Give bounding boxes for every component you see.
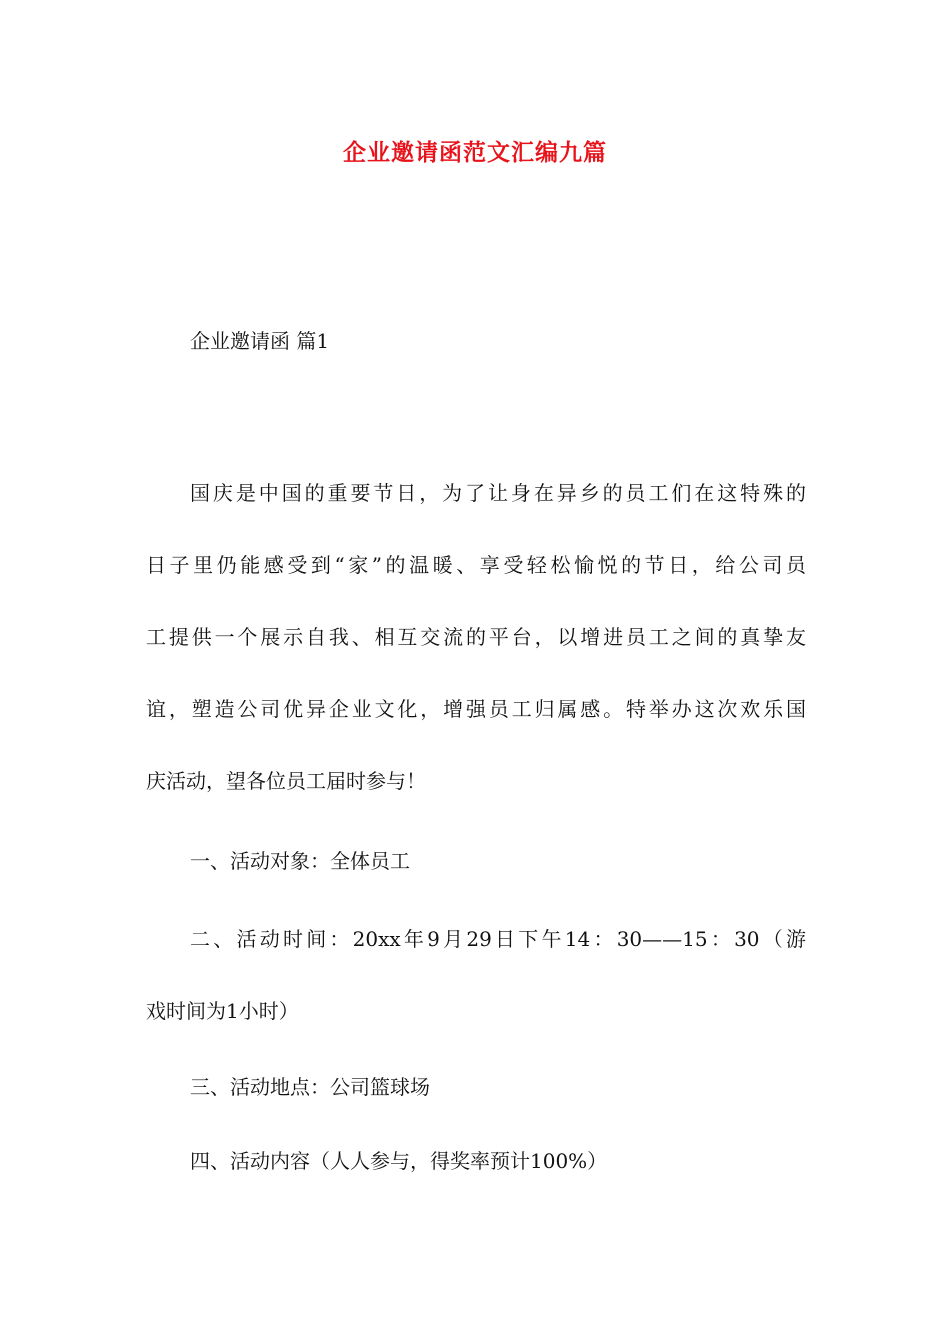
paragraph-line-3: 工提供一个展示自我、相互交流的平台，以增进员工之间的真挚友	[146, 625, 806, 649]
section-heading: 企业邀请函 篇1	[190, 329, 330, 353]
list-item-activity-content: 四、活动内容（人人参与，得奖率预计100%）	[190, 1149, 608, 1173]
paragraph-line-2: 日子里仍能感受到“家”的温暖、享受轻松愉悦的节日，给公司员	[146, 553, 806, 577]
list-item-activity-time: 二、活动时间：20xx年9月29日下午14：30——15：30（游	[190, 927, 806, 951]
paragraph-line-5: 庆活动，望各位员工届时参与！	[146, 769, 426, 793]
paragraph-line-1: 国庆是中国的重要节日，为了让身在异乡的员工们在这特殊的	[190, 481, 806, 505]
list-item-activity-target: 一、活动对象：全体员工	[190, 849, 410, 873]
paragraph-line-4: 谊，塑造公司优异企业文化，增强员工归属感。特举办这次欢乐国	[146, 697, 806, 721]
document-title: 企业邀请函范文汇编九篇	[343, 139, 607, 166]
list-item-activity-location: 三、活动地点：公司篮球场	[190, 1075, 430, 1099]
list-item-activity-time-continued: 戏时间为1小时）	[146, 999, 299, 1023]
